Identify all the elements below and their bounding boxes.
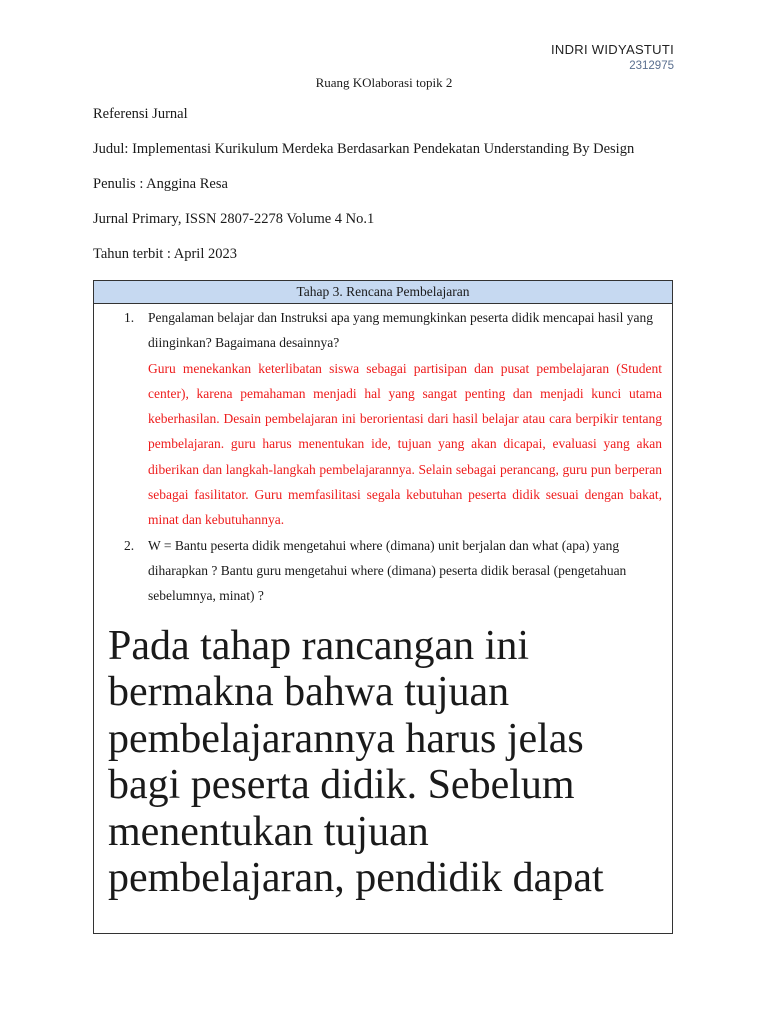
table-body [94,305,672,902]
question-2-number: 2. [124,537,135,553]
large-answer-text: Pada tahap rancangan ini bermakna bahwa tujuan pembelajarannya harus jelas bagi peserta didik. Sebelum menentukan tujuan pembelajaran, pendidik dapat [108,622,604,902]
table-header: Tahap 3. Rencana Pembelajaran [94,281,672,304]
question-1-answer: Guru menekankan keterlibatan siswa sebagai partisipan dan pusat pembelajaran (Student center), karena pemahaman menjadi hal yang sangat penting dan menjadi kunci utama keberhasilan. Desain pembelajaran ini berorientasi dari hasil belajar atau cara berpikir tentang pembelajaran. guru harus menentukan ide, tujuan yang akan dicapai, evaluasi yang akan diberikan dan langkah-langkah pembelajarannya. Selain sebagai perancang, guru pun berperan sebagai fasilitator. Guru memfasilitasi segala kebutuhan peserta didik sesuai dengan bakat, minat dan kebutuhannya. [148,360,662,528]
author-id: 2312975 [629,60,674,72]
plan-table [93,280,673,934]
question-1-text: Pengalaman belajar dan Instruksi apa yang memungkinkan peserta didik mencapai hasil yang diinginkan? Bagaimana desainnya? [148,310,653,351]
document-title: Ruang KOlaborasi topik 2 [315,75,453,90]
journal-author: Penulis : Anggina Resa [93,176,228,192]
journal-year: Tahun terbit : April 2023 [93,246,237,262]
question-1-number: 1. [124,310,135,325]
question-1 [108,305,662,533]
author-name: INDRI WIDYASTUTI [551,42,674,57]
reference-label: Referensi Jurnal [93,106,188,122]
author-block [551,42,674,72]
journal-title: Judul: Implementasi Kurikulum Merdeka Berdasarkan Pendekatan Understanding By Design [93,141,635,157]
question-2-text: W = Bantu peserta didik mengetahui where (dimana) unit berjalan dan what (apa) yang diharapkan ? Bantu guru mengetahui where (dimana) peserta didik berasal (pengetahuan sebelumnya, minat) ? [148,537,627,604]
question-2 [108,533,662,609]
journal-publication: Jurnal Primary, ISSN 2807-2278 Volume 4 No.1 [93,211,375,227]
